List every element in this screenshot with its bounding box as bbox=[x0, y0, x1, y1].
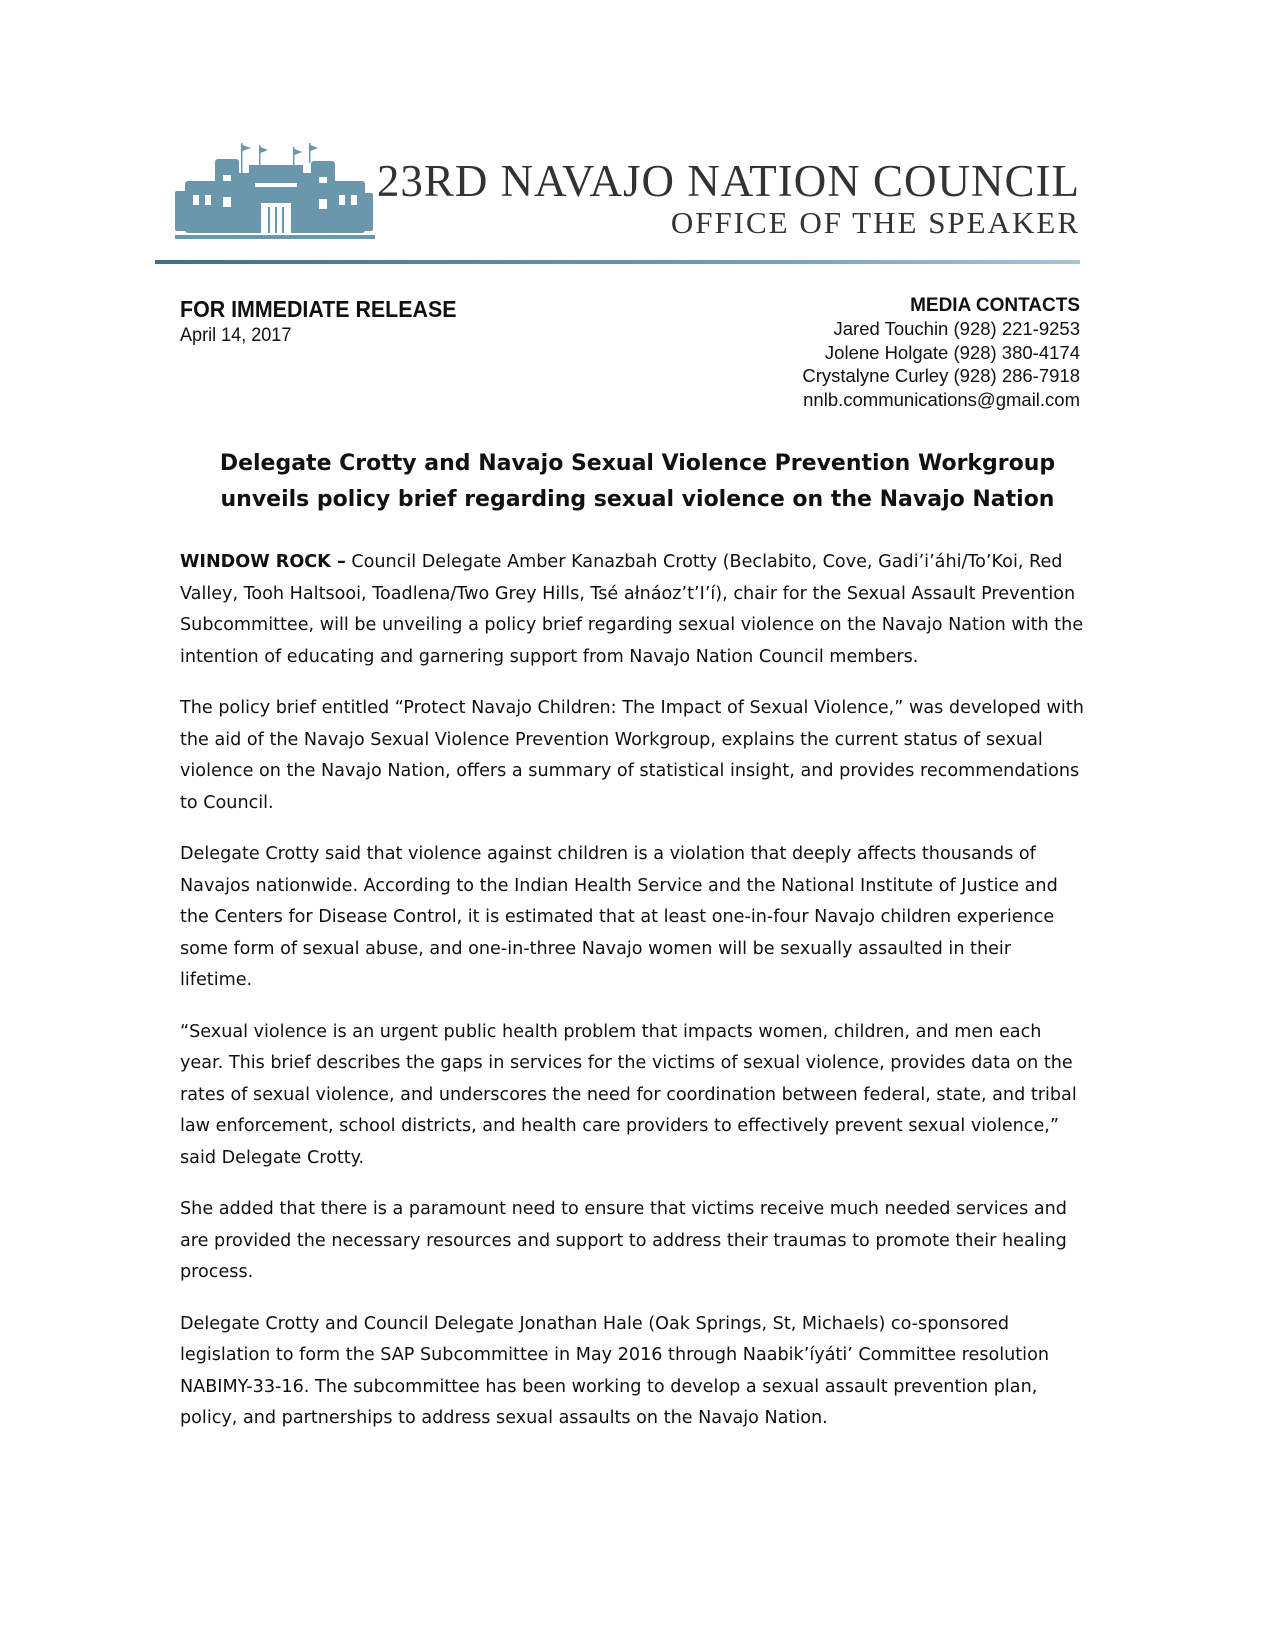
header-divider bbox=[155, 260, 1080, 264]
council-building-logo-icon bbox=[175, 143, 375, 243]
press-release-body bbox=[180, 547, 1085, 1455]
dateline: WINDOW ROCK – bbox=[180, 552, 346, 572]
media-contacts-heading: MEDIA CONTACTS bbox=[910, 295, 1080, 316]
contact-line: Jolene Holgate (928) 380-4174 bbox=[824, 341, 1080, 363]
headline-line-2: unveils policy brief regarding sexual violence on the Navajo Nation bbox=[220, 487, 1055, 512]
release-date: April 14, 2017 bbox=[180, 325, 292, 346]
headline-line-1: Delegate Crotty and Navajo Sexual Violence Prevention Workgroup bbox=[219, 451, 1056, 476]
body-paragraph-2: The policy brief entitled “Protect Navajo Children: The Impact of Sexual Violence,” was developed with the aid of the Navajo Sexual Violence Prevention Workgroup, explains the current status of sexual violence on the Navajo Nation, offers a summary of statistical insight, and provides recommendations to Council. bbox=[180, 698, 1084, 813]
release-label: FOR IMMEDIATE RELEASE bbox=[180, 296, 457, 322]
press-release-headline bbox=[150, 446, 1125, 518]
contact-line: Crystalyne Curley (928) 286-7918 bbox=[802, 365, 1080, 386]
org-title: 23RD NAVAJO NATION COUNCIL bbox=[376, 156, 1080, 206]
body-paragraph-1 bbox=[180, 547, 1085, 673]
org-subtitle: OFFICE OF THE SPEAKER bbox=[670, 205, 1080, 240]
release-block bbox=[180, 296, 477, 347]
letterhead bbox=[155, 135, 1080, 265]
body-paragraph-5: She added that there is a paramount need to ensure that victims receive much needed services and are provided the necessary resources and support to address their traumas to promote their healing process. bbox=[180, 1199, 1067, 1282]
media-contacts bbox=[802, 294, 1080, 411]
contact-email[interactable]: nnlb.communications@gmail.com bbox=[803, 388, 1080, 410]
body-paragraph-3: Delegate Crotty said that violence against children is a violation that deeply affects thousands of Navajos nationwide. According to the Indian Health Service and the National Institute of Justice and the Centers for Disease Control, it is estimated that at least one-in-four Navajo children experience some form of sexual abuse, and one-in-three Navajo women will be sexually assaulted in their lifetime. bbox=[180, 844, 1058, 990]
paragraph-text: Council Delegate Amber Kanazbah Crotty (Beclabito, Cove, Gadi’i’áhi/To’Koi, Red Valley, Tooh Haltsooi, Toadlena/Two Grey Hills, Tsé ałnáoz’t’I’í), chair for the Sexual Assault Prevention Subcommittee, will be unveiling a policy brief regarding sexual violence on the Navajo Nation with the intention of educating and garnering support from Navajo Nation Council members. bbox=[180, 552, 1084, 667]
contact-line: Jared Touchin (928) 221-9253 bbox=[833, 318, 1080, 339]
body-paragraph-4: “Sexual violence is an urgent public health problem that impacts women, children, and men each year. This brief describes the gaps in services for the victims of sexual violence, provides data on the rates of sexual violence, and underscores the need for coordination between federal, state, and tribal law enforcement, school districts, and health care providers to effectively prevent sexual violence,” said Delegate Crotty. bbox=[180, 1021, 1077, 1168]
body-paragraph-6: Delegate Crotty and Council Delegate Jonathan Hale (Oak Springs, St, Michaels) co-sponsored legislation to form the SAP Subcommittee in May 2016 through Naabik’íyáti’ Committee resolution NABIMY-33-16. The subcommittee has been working to develop a sexual assault prevention plan, policy, and partnerships to address sexual assaults on the Navajo Nation. bbox=[180, 1313, 1049, 1428]
